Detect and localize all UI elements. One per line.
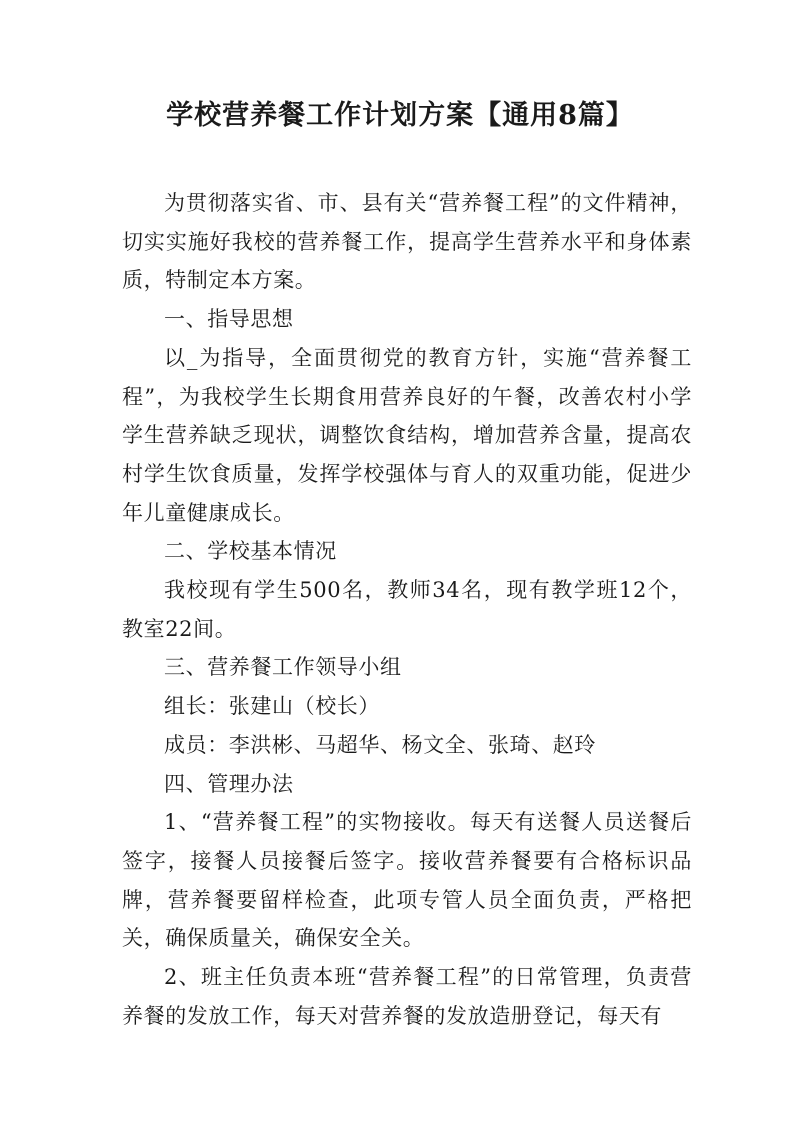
management-item-2: 2、班主任负责本班“营养餐工程”的日常管理，负责营养餐的发放工作，每天对营养餐的发放造册登记，每天有	[122, 965, 692, 1028]
section-heading-guiding-thought: 一、指导思想	[164, 307, 294, 332]
section-heading-leadership-group: 三、营养餐工作领导小组	[164, 655, 402, 680]
intro-paragraph: 为贯彻落实省、市、县有关“营养餐工程”的文件精神，切实实施好我校的营养餐工作，提高学生营养水平和身体素质，特制定本方案。	[122, 191, 692, 293]
document-body	[122, 184, 692, 1035]
group-leader-line: 组长：张建山（校长）	[164, 694, 380, 719]
document-title: 学校营养餐工作计划方案【通用8篇】	[166, 100, 634, 131]
group-members-line: 成员：李洪彬、马超华、杨文全、张琦、赵玲	[164, 732, 596, 757]
section-heading-management: 四、管理办法	[164, 771, 294, 796]
school-info-paragraph: 我校现有学生500名，教师34名，现有教学班12个，教室22间。	[122, 578, 692, 641]
section-heading-school-info: 二、学校基本情况	[164, 539, 337, 564]
management-item-1: 1、“营养餐工程”的实物接收。每天有送餐人员送餐后签字，接餐人员接餐后签字。接收营养餐要有合格标识品牌，营养餐要留样检查，此项专管人员全面负责，严格把关，确保质量关，确保安全关。	[122, 810, 692, 951]
guiding-thought-paragraph: 以_为指导，全面贯彻党的教育方针，实施“营养餐工程”，为我校学生长期食用营养良好的午餐，改善农村小学学生营养缺乏现状，调整饮食结构，增加营养含量，提高农村学生饮食质量，发挥学校强体与育人的双重功能，促进少年儿童健康成长。	[122, 345, 692, 525]
